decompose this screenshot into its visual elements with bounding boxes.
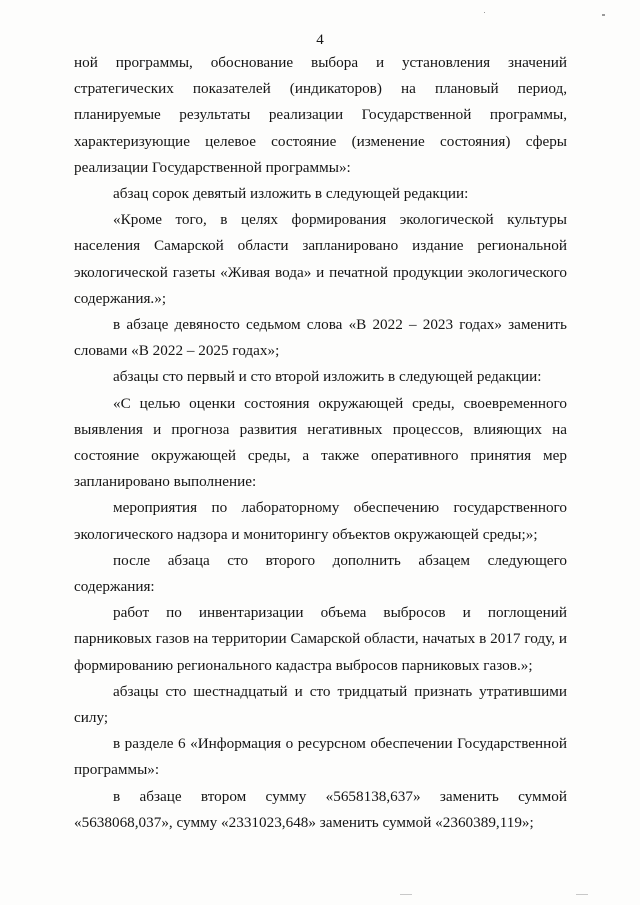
paragraph: абзац сорок девятый изложить в следующей редакции: [113,185,469,203]
paragraph: «Кроме того, в целях формирования экологической культуры населения Самарской области запланировано издание региональной экологической газеты «Живая вода» и печатной продукции экологического содержания.»; [74,211,567,307]
paragraph-continuation: ной программы, обоснование выбора и установления значений стратегических показателей (индикаторов) на плановый период, планируемые результаты реализации Государственной программы, характеризующие целевое состояние (изменение состояния) сферы реализации Государственной программы»: [74,54,567,176]
scan-speck [602,14,605,16]
document-body [74,50,567,836]
paragraph: абзацы сто шестнадцатый и сто тридцатый признать утратившими силу; [74,682,567,727]
paragraph: после абзаца сто второго дополнить абзацем следующего содержания: [74,551,567,596]
paragraph: в абзаце втором сумму «5658138,637» заменить суммой «5638068,037», сумму «2331023,648» заменить суммой «2360389,119»; [74,787,567,831]
paragraph: работ по инвентаризации объема выбросов и поглощений парниковых газов на территории Самарской области, начатых в 2017 году, и формированию регионального кадастра выбросов парниковых газов.»; [74,604,567,674]
page-number: 4 [316,32,324,48]
scan-dash [576,894,588,895]
paragraph: «С целью оценки состояния окружающей среды, своевременного выявления и прогноза развития негативных процессов, влияющих на состояние окружающей среды, а также оперативного принятия мер запланировано выполнение: [74,394,567,491]
scan-speck [484,12,485,13]
paragraph: в абзаце девяносто седьмом слова «В 2022 – 2023 годах» заменить словами «В 2022 – 2025 годах»; [74,316,567,360]
paragraph: мероприятия по лабораторному обеспечению государственного экологического надзора и мониторингу объектов окружающей среды;»; [74,499,567,543]
scan-dash [400,894,412,895]
paragraph: абзацы сто первый и сто второй изложить в следующей редакции: [113,368,542,386]
paragraph: в разделе 6 «Информация о ресурсном обеспечении Государственной программы»: [74,735,567,779]
